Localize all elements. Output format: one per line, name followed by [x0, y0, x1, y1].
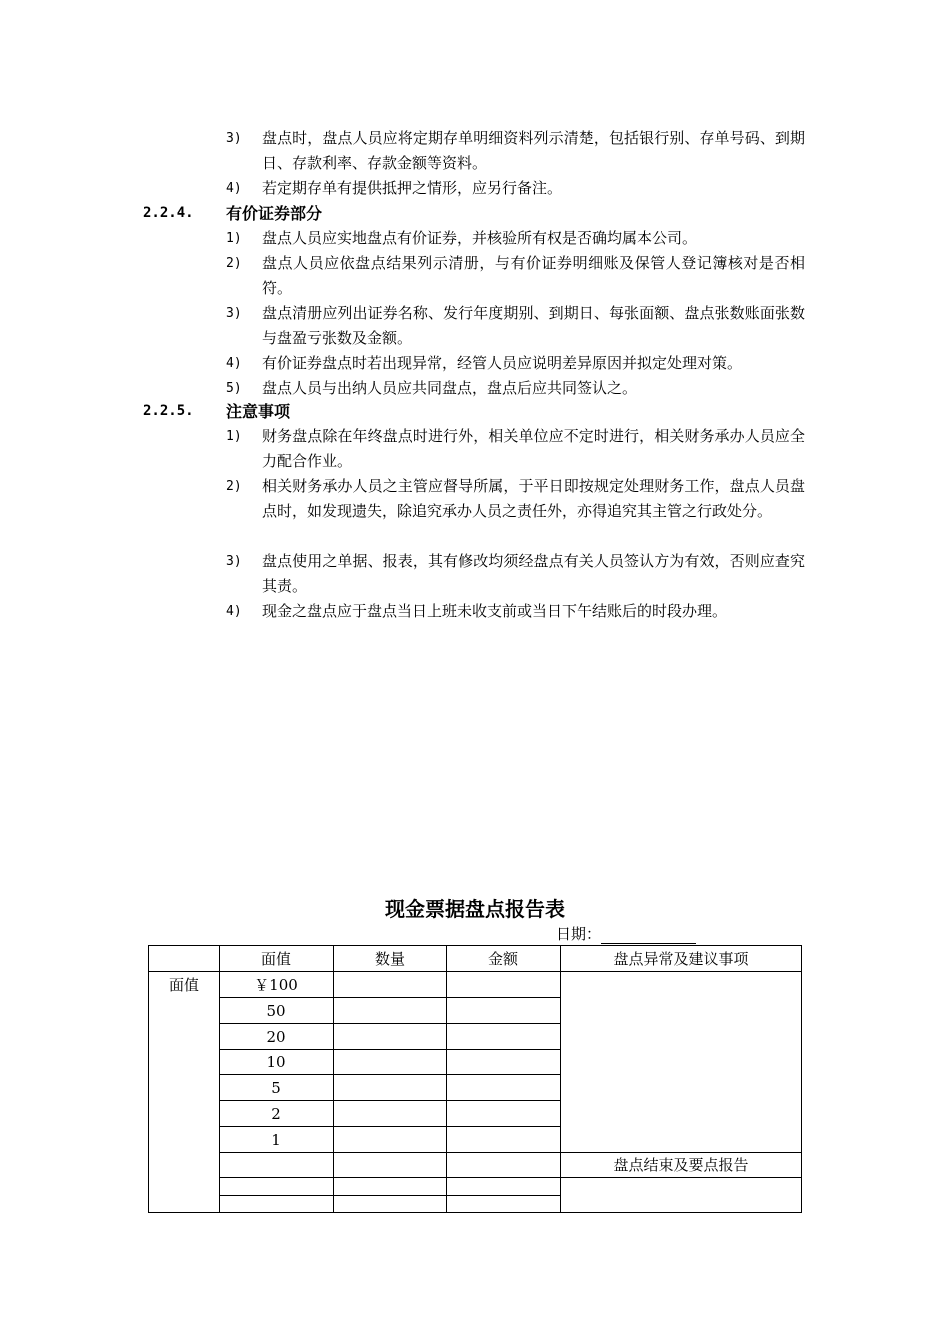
section-title: 注意事项 — [226, 402, 291, 421]
item-text: 盘点清册应列出证券名称、发行年度期别、到期日、每张面额、盘点张数账面张数与盘盈亏张数及金额。 — [262, 304, 805, 347]
denomination-cell: 50 — [266, 1002, 286, 1020]
item-number: 4) — [226, 604, 242, 619]
denomination-cell: 5 — [271, 1079, 281, 1097]
item-text: 若定期存单有提供抵押之情形，应另行备注。 — [262, 179, 563, 197]
denomination-cell: ￥100 — [254, 976, 298, 994]
item-number: 2) — [226, 256, 242, 271]
summary-header: 盘点结束及要点报告 — [613, 1156, 749, 1174]
item-number: 4) — [226, 356, 242, 371]
section-title: 有价证券部分 — [226, 204, 323, 223]
section-number: 2.2.5. — [143, 403, 194, 419]
item-number: 1) — [226, 231, 242, 246]
item-text: 相关财务承办人员之主管应督导所属，于平日即按规定处理财务工作，盘点人员盘点时，如发现遗失，除追究承办人员之责任外，亦得追究其主管之行政处分。 — [262, 477, 805, 520]
item-number: 1) — [226, 429, 242, 444]
item-text: 盘点人员应实地盘点有价证券，并核验所有权是否确均属本公司。 — [262, 229, 698, 247]
row-label-denomination: 面值 — [168, 976, 200, 994]
item-number: 5) — [226, 381, 242, 396]
denomination-cell: 1 — [271, 1131, 281, 1149]
date-label: 日期： — [556, 925, 602, 943]
item-text: 现金之盘点应于盘点当日上班未收支前或当日下午结账后的时段办理。 — [262, 602, 728, 620]
item-text: 盘点使用之单据、报表，其有修改均须经盘点有关人员签认方为有效，否则应查究其责。 — [262, 552, 805, 595]
denomination-cell: 10 — [266, 1053, 286, 1071]
item-text: 盘点人员与出纳人员应共同盘点，盘点后应共同签认之。 — [262, 379, 638, 397]
header-denomination: 面值 — [260, 950, 292, 968]
item-text: 有价证券盘点时若出现异常，经管人员应说明差异原因并拟定处理对策。 — [262, 354, 743, 372]
item-text: 盘点人员应依盘点结果列示清册，与有价证券明细账及保管人登记簿核对是否相符。 — [262, 254, 805, 297]
denomination-cell: 2 — [271, 1105, 281, 1123]
item-number: 4) — [226, 181, 242, 196]
section-number: 2.2.4. — [143, 205, 194, 221]
item-number: 2) — [226, 479, 242, 494]
item-number: 3) — [226, 554, 242, 569]
item-text: 盘点时，盘点人员应将定期存单明细资料列示清楚，包括银行别、存单号码、到期日、存款利率、存款金额等资料。 — [262, 129, 805, 172]
header-quantity: 数量 — [374, 950, 406, 968]
item-text: 财务盘点除在年终盘点时进行外，相关单位应不定时进行，相关财务承办人员应全力配合作业。 — [262, 427, 805, 470]
report-title: 现金票据盘点报告表 — [385, 897, 565, 921]
header-amount: 金额 — [487, 950, 519, 968]
item-number: 3) — [226, 131, 242, 146]
header-exceptions: 盘点异常及建议事项 — [613, 950, 749, 968]
item-number: 3) — [226, 306, 242, 321]
denomination-cell: 20 — [266, 1028, 286, 1046]
